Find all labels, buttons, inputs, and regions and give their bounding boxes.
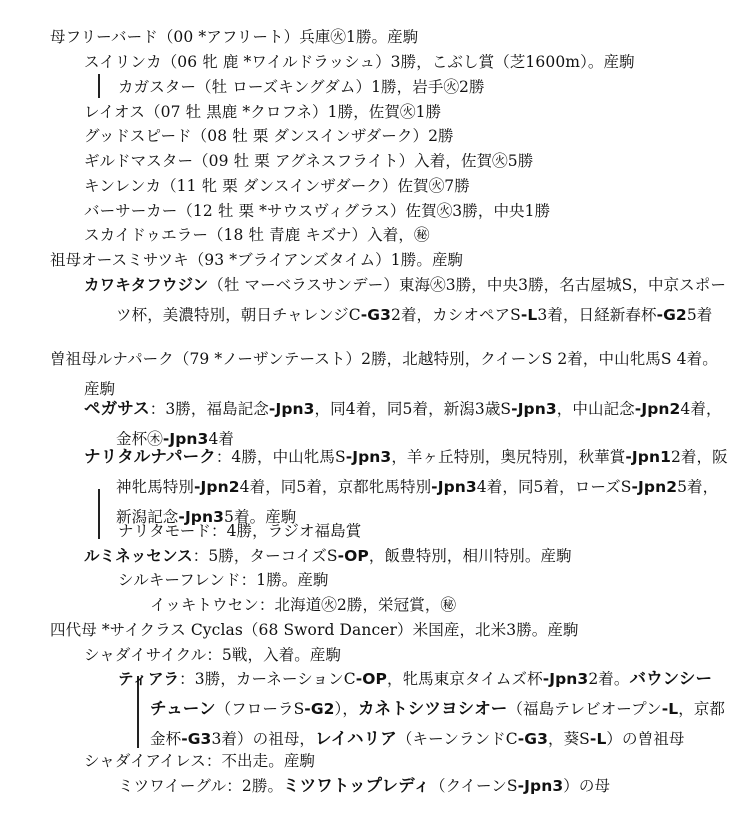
notable-horse-name: バウンシーチューン — [150, 669, 713, 718]
race-text: 3着，日経新春杯 — [537, 306, 657, 324]
notable-horse-name: カネトシツヨシオー — [358, 699, 508, 718]
race-text: 4着，同5着，ローズS — [476, 478, 632, 496]
dam-name: 母フリーバード — [50, 28, 158, 46]
race-text: ，中山記念 — [556, 400, 635, 418]
grandoffspring-entry — [118, 664, 728, 754]
grade-label: -Jpn1 — [625, 448, 671, 466]
grade-label: -Jpn3 — [162, 430, 209, 448]
horse-detail: ：北海道㊋2勝，栄冠賞，㊙ — [258, 596, 457, 614]
horse-detail: ：4勝，ラジオ福島賞 — [210, 522, 362, 540]
race-text: 5着 — [686, 306, 713, 324]
grade-label: -Jpn3 — [345, 448, 392, 466]
race-text: （キーンランドC — [396, 730, 518, 748]
horse-detail: ：5戦，入着。産駒 — [206, 646, 342, 664]
horse-detail: （07 牡 黒鹿 *クロフネ）1勝，佐賀㊋1勝 — [145, 103, 442, 121]
great-granddam-name: 曽祖母ルナパーク — [50, 350, 174, 368]
horse-detail: （09 牡 栗 アグネスフライト）入着，佐賀㊋5勝 — [193, 152, 534, 170]
vertical-rule — [98, 74, 100, 98]
grade-label: -L — [520, 306, 538, 324]
notable-horse-name: カワキタフウジン — [84, 276, 209, 294]
notable-horse-name: ナリタルナパーク — [84, 447, 216, 466]
notable-horse-name: ティアラ — [118, 670, 180, 688]
notable-horse-name: レイハリア — [315, 729, 397, 748]
race-text: ，牝馬東京タイムズ杯 — [386, 670, 543, 688]
grade-label: -Jpn3 — [542, 670, 589, 688]
race-text: ）， — [334, 700, 358, 718]
grade-label: -L — [589, 730, 607, 748]
granddam-name: 祖母オースミサツキ — [50, 251, 189, 269]
race-text: ）の母 — [563, 777, 611, 795]
race-text: ，飯豊特別，相川特別。産駒 — [368, 547, 572, 565]
horse-detail: ：不出走。産駒 — [205, 752, 316, 770]
dam-detail: （00 *アフリート）兵庫㊋1勝。産駒 — [157, 28, 419, 46]
race-text: ，羊ヶ丘特別，奥尻特別，秋華賞 — [391, 448, 626, 466]
notable-horse-name: ミツワトップレディ — [283, 776, 430, 795]
grade-label: -L — [661, 700, 679, 718]
race-text: ）の曽祖母 — [606, 730, 685, 748]
fourth-dam-name: 四代母 *サイクラス Cyclas — [50, 621, 243, 639]
great-granddam-detail: （79 *ノーザンテースト）2勝，北越特別，クイーンS 2着，中山牝馬S 4着。産駒 — [84, 350, 718, 398]
grade-label: -OP — [337, 547, 369, 565]
grade-label: -Jpn3 — [268, 400, 315, 418]
horse-name: バーサーカー — [84, 202, 178, 220]
race-text: ：2勝。 — [226, 777, 284, 795]
horse-name: レイオス — [84, 103, 146, 121]
notable-horse-name: ルミネッセンス — [84, 547, 193, 565]
horse-name: ミツワイーグル — [118, 777, 227, 795]
grade-label: -Jpn3 — [517, 777, 564, 795]
horse-detail: （11 牝 栗 ダンスインザダーク）佐賀㊋7勝 — [161, 177, 470, 195]
horse-detail: （牡 ローズキングダム）1勝，岩手㊋2勝 — [196, 78, 485, 96]
race-text: 2着，阪神牝馬特別 — [116, 448, 728, 496]
horse-name: カガスター — [118, 78, 197, 96]
granddam-detail: （93 *ブライアンズタイム）1勝。産駒 — [188, 251, 464, 269]
horse-name: シャダイアイレス — [84, 752, 206, 770]
grade-label: -Jpn3 — [431, 478, 477, 496]
race-text: ：3勝，カーネーションC — [179, 670, 356, 688]
race-text: ：5勝，ターコイズS — [192, 547, 338, 565]
race-text: ：3勝，福島記念 — [149, 400, 269, 418]
grade-label: -G3 — [517, 730, 548, 748]
horse-name: ギルドマスター — [84, 152, 194, 170]
grade-label: -G2 — [656, 306, 687, 324]
horse-detail: （12 牡 栗 *サウスヴィグラス）佐賀㊋3勝，中央1勝 — [177, 202, 551, 220]
horse-name: グッドスピード — [84, 127, 192, 145]
fourth-dam-detail: （68 Sword Dancer）米国産，北米3勝。産駒 — [242, 621, 579, 639]
grade-label: -Jpn3 — [178, 508, 225, 526]
grade-label: -G3 — [181, 730, 212, 748]
race-text: ，葵S — [547, 730, 590, 748]
race-text: （フローラS — [215, 700, 305, 718]
grade-label: -Jpn2 — [194, 478, 240, 496]
race-text: （牡 マーベラスサンデー）東海㊋3勝，中央3勝，名古屋城S，中京スポーツ杯，美濃特別，朝日チャレンジC — [116, 276, 726, 324]
grade-label: -Jpn3 — [511, 400, 557, 418]
race-text: 4着 — [208, 430, 234, 448]
race-text: ：4勝，中山牝馬S — [215, 448, 346, 466]
race-text: （クイーンS — [429, 777, 518, 795]
grade-label: -G2 — [304, 700, 335, 718]
horse-name: スイリンカ — [84, 53, 162, 71]
race-text: 2着。 — [588, 670, 630, 688]
race-text: （福島テレビオープン — [507, 700, 662, 718]
horse-detail: （06 牝 鹿 *ワイルドラッシュ）3勝，こぶし賞（芝1600m）。産駒 — [161, 53, 635, 71]
horse-name: ナリタモード — [118, 522, 211, 540]
race-text: ，京都金杯 — [150, 700, 726, 748]
horse-detail: （18 牡 青鹿 キズナ）入着，㊙ — [207, 226, 430, 244]
horse-name: イッキトウセン — [150, 596, 259, 614]
horse-name: キンレンカ — [84, 177, 162, 195]
notable-horse-name: ペガサス — [84, 399, 150, 418]
grade-label: -Jpn2 — [634, 400, 681, 418]
horse-name: スカイドゥエラー — [84, 226, 208, 244]
horse-name: シャダイサイクル — [84, 646, 207, 664]
horse-detail: ：1勝。産駒 — [240, 571, 329, 589]
race-text: ，同4着，同5着，新潟3歳S — [314, 400, 512, 418]
race-text: 5着，新潟記念 — [116, 478, 719, 526]
horse-name: シルキーフレンド — [118, 571, 241, 589]
race-text: 2着，カシオペアS — [390, 306, 521, 324]
grandoffspring-entry — [118, 771, 610, 801]
race-text: 5着。産駒 — [224, 508, 297, 526]
grade-label: -Jpn2 — [631, 478, 678, 496]
grade-label: -G3 — [360, 306, 391, 324]
race-text: 3着）の祖母， — [211, 730, 316, 748]
race-text: 4着，金杯㊍ — [116, 400, 722, 448]
horse-detail: （08 牡 栗 ダンスインザダーク）2勝 — [191, 127, 454, 145]
grade-label: -OP — [355, 670, 387, 688]
offspring-entry — [84, 270, 728, 330]
race-text: 4着，同5着，京都牝馬特別 — [239, 478, 432, 496]
